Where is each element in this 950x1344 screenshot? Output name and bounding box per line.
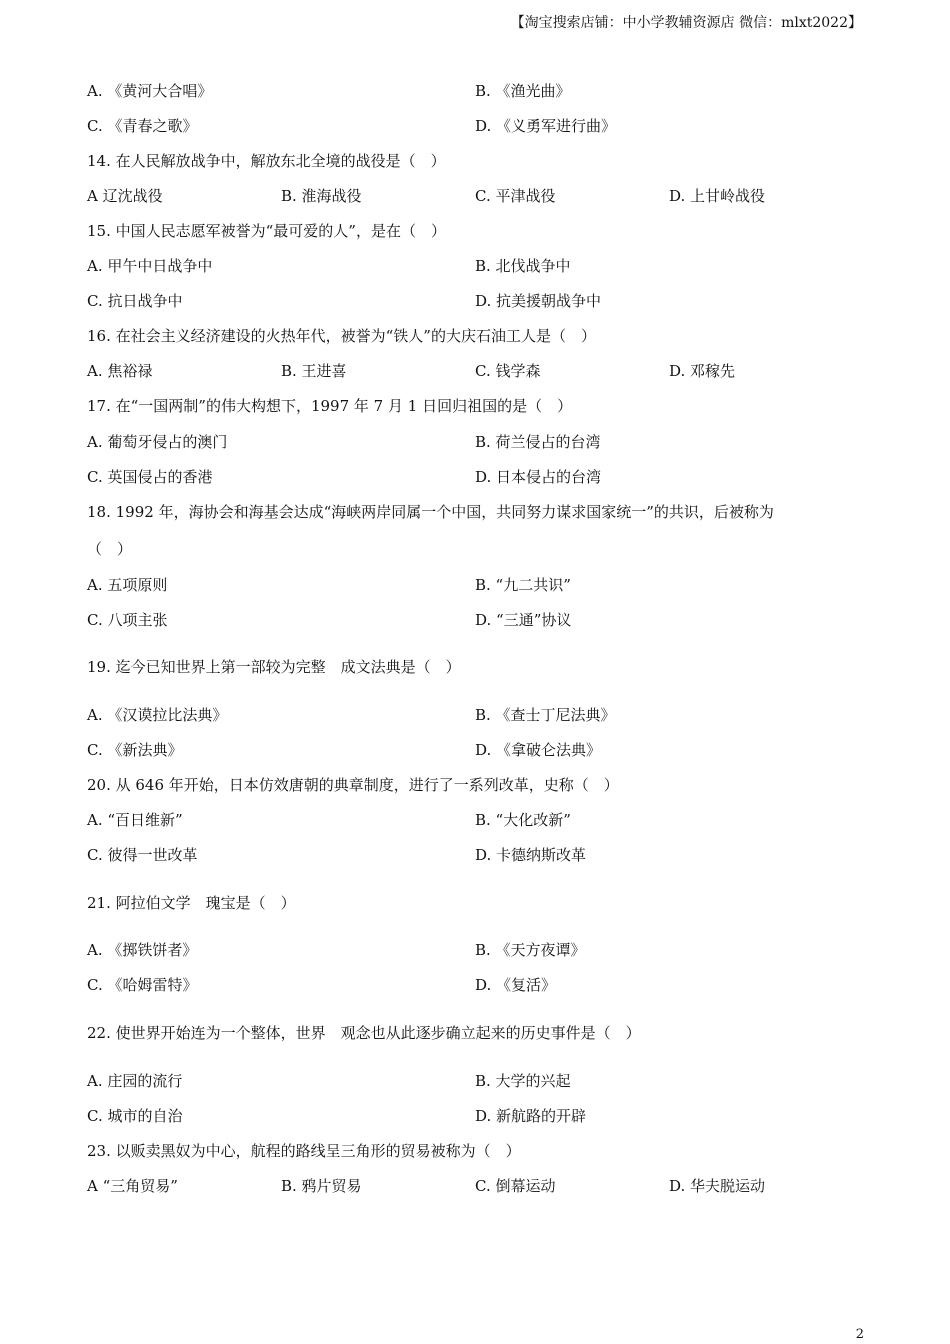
q16-option-c: C. 钱学森 [475,362,541,380]
q20-option-d: D. 卡德纳斯改革 [475,846,587,864]
q21-stem: 21. 阿拉伯文学 瑰宝是（ ） [87,894,296,912]
q18-option-a: A. 五项原则 [87,576,168,594]
q22-option-a: A. 庄园的流行 [87,1072,183,1090]
q13-option-c: C. 《青春之歌》 [87,117,198,135]
q19-stem: 19. 迄今已知世界上第一部较为完整 成文法典是（ ） [87,658,461,676]
q15-option-c: C. 抗日战争中 [87,292,183,310]
q18-stem: 18. 1992 年，海协会和海基会达成“海峡两岸同属一个中国，共同努力谋求国家统一”的共识，后被称为 [87,503,774,521]
page-header: 【淘宝搜索店铺：中小学教辅资源店 微信：mlxt2022】 [510,15,862,31]
q20-stem: 20. 从 646 年开始，日本仿效唐朝的典章制度，进行了一系列改革，史称（ ） [87,776,619,794]
q17-stem: 17. 在“一国两制”的伟大构想下，1997 年 7 月 1 日回归祖国的是（ ） [87,397,573,415]
q17-option-c: C. 英国侵占的香港 [87,468,213,486]
q21-option-d: D. 《复活》 [475,976,557,994]
page-number: 2 [855,1327,864,1342]
q14-option-a: A 辽沈战役 [87,187,163,205]
q19-option-d: D. 《拿破仑法典》 [475,741,602,759]
q22-option-b: B. 大学的兴起 [475,1072,571,1090]
q15-option-a: A. 甲午中日战争中 [87,257,213,275]
q20-option-c: C. 彼得一世改革 [87,846,198,864]
q23-option-a: A “三角贸易” [87,1177,178,1195]
q16-stem: 16. 在社会主义经济建设的火热年代，被誉为“铁人”的大庆石油工人是（ ） [87,327,596,345]
q17-option-a: A. 葡萄牙侵占的澳门 [87,433,228,451]
q21-option-b: B. 《天方夜谭》 [475,941,586,959]
q18-option-d: D. “三通”协议 [475,611,572,629]
q20-option-b: B. “大化改新” [475,811,571,829]
q19-option-a: A. 《汉谟拉比法典》 [87,706,228,724]
q13-option-d: D. 《义勇军进行曲》 [475,117,617,135]
q18-option-c: C. 八项主张 [87,611,168,629]
q20-option-a: A. “百日维新” [87,811,183,829]
q23-option-b: B. 鸦片贸易 [281,1177,362,1195]
q19-option-c: C. 《新法典》 [87,741,183,759]
q16-option-d: D. 邓稼先 [669,362,736,380]
q18-stem-continuation: （ ） [87,540,133,558]
q14-option-d: D. 上甘岭战役 [669,187,766,205]
q22-stem: 22. 使世界开始连为一个整体，世界 观念也从此逐步确立起来的历史事件是（ ） [87,1024,641,1042]
q22-option-d: D. 新航路的开辟 [475,1107,587,1125]
q15-option-b: B. 北伐战争中 [475,257,571,275]
q23-stem: 23. 以贩卖黑奴为中心，航程的路线呈三角形的贸易被称为（ ） [87,1142,521,1160]
q13-option-a: A. 《黄河大合唱》 [87,82,213,100]
q21-option-a: A. 《掷铁饼者》 [87,941,198,959]
q21-option-c: C. 《哈姆雷特》 [87,976,198,994]
q13-option-b: B. 《渔光曲》 [475,82,571,100]
q16-option-b: B. 王进喜 [281,362,347,380]
q18-option-b: B. “九二共识” [475,576,571,594]
q23-option-d: D. 华夫脱运动 [669,1177,766,1195]
q17-option-b: B. 荷兰侵占的台湾 [475,433,601,451]
q14-option-c: C. 平津战役 [475,187,556,205]
q16-option-a: A. 焦裕禄 [87,362,153,380]
q22-option-c: C. 城市的自治 [87,1107,183,1125]
q14-option-b: B. 淮海战役 [281,187,362,205]
q14-stem: 14. 在人民解放战争中，解放东北全境的战役是（ ） [87,152,446,170]
q17-option-d: D. 日本侵占的台湾 [475,468,602,486]
q15-option-d: D. 抗美援朝战争中 [475,292,602,310]
q23-option-c: C. 倒幕运动 [475,1177,556,1195]
q15-stem: 15. 中国人民志愿军被誉为“最可爱的人”，是在（ ） [87,222,446,240]
q19-option-b: B. 《查士丁尼法典》 [475,706,616,724]
